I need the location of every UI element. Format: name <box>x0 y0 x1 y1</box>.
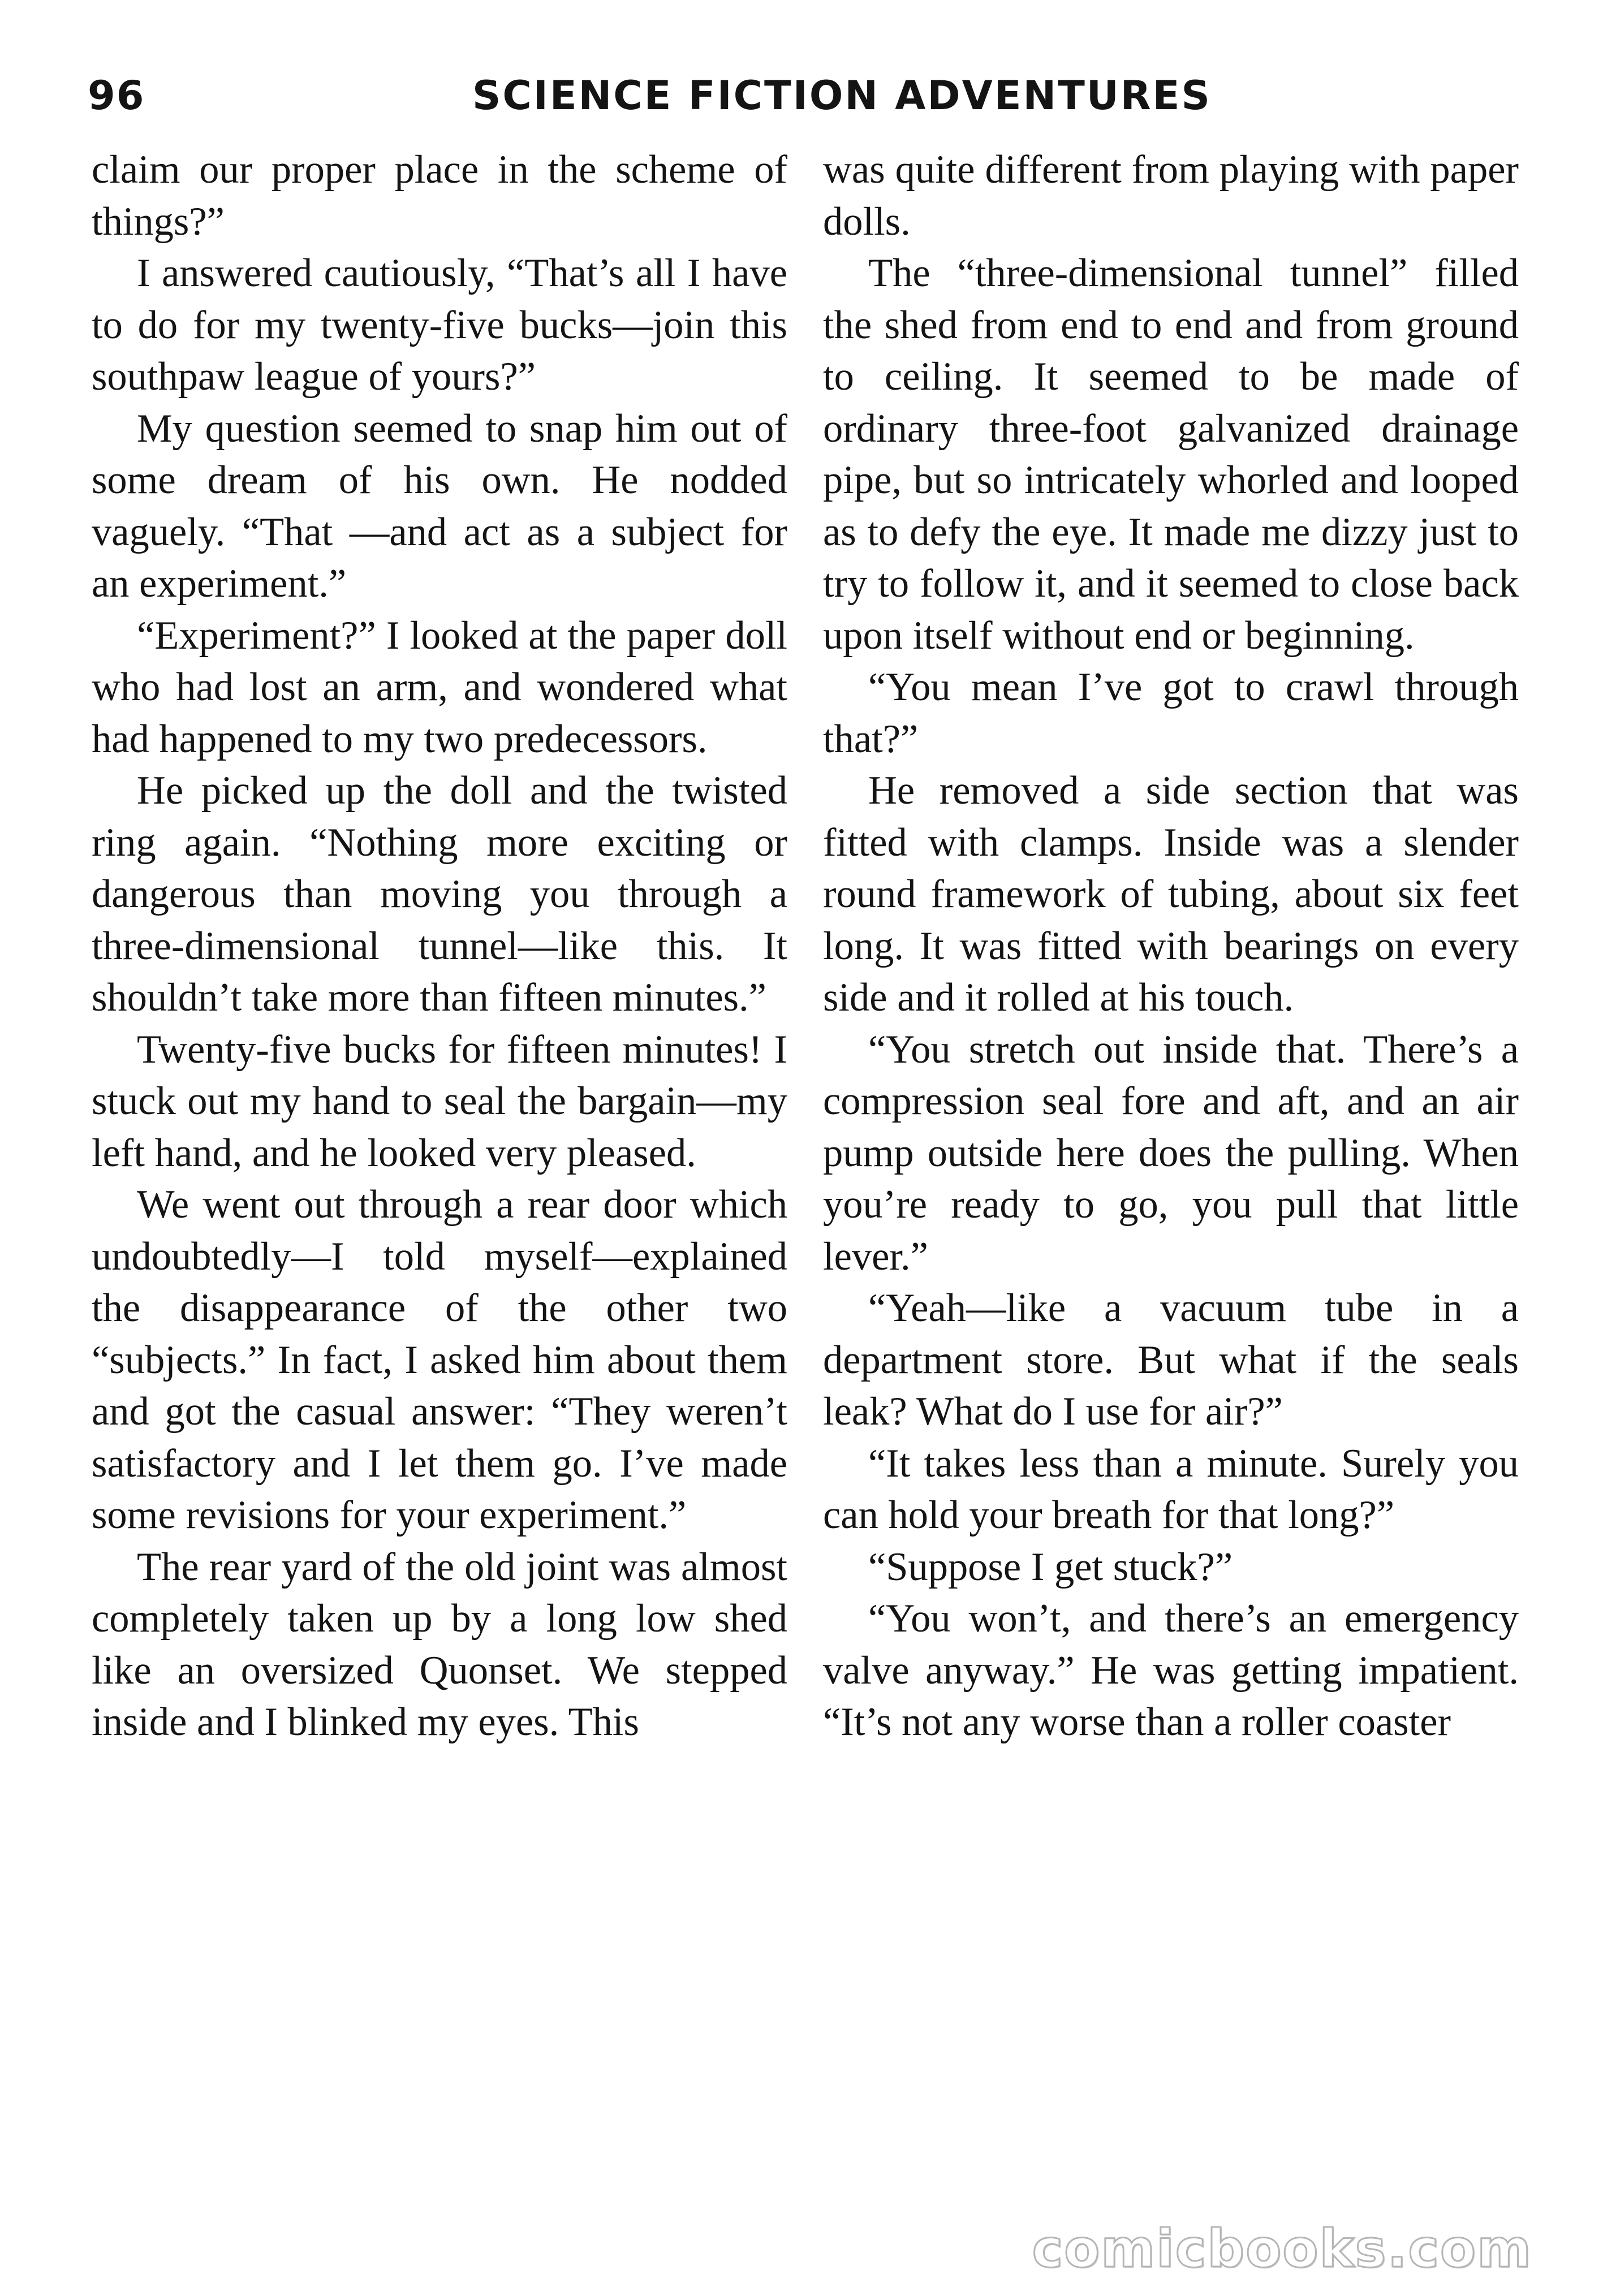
left-text-column <box>92 144 787 1749</box>
paragraph: “Yeah—like a vacuum tube in a department store. But what if the seals leak? What do I use for air?” <box>823 1286 1519 1434</box>
paragraph: My question seemed to snap him out of some dream of his own. He nodded vaguely. “That —and act as a subject for an experiment.” <box>92 406 787 606</box>
paragraph: was quite different from playing with paper dolls. <box>823 148 1519 244</box>
paragraph: The “three-dimensional tunnel” filled the shed from end to end and from ground to ceiling. It seemed to be made of ordinary three-foot galvanized drainage pipe, but so intricately whorled and looped as to defy the eye. It made me dizzy just to try to follow it, and it seemed to close back upon itself without end or beginning. <box>823 251 1519 658</box>
paragraph: “You mean I’ve got to crawl through that?” <box>823 665 1519 761</box>
paragraph: “Suppose I get stuck?” <box>868 1544 1233 1589</box>
paragraph: Twenty-five bucks for fifteen minutes! I stuck out my hand to seal the bargain—my left hand, and he looked very pleased. <box>92 1027 787 1175</box>
running-head: SCIENCE FICTION ADVENTURES <box>472 72 1212 119</box>
paragraph: “Experiment?” I looked at the paper doll who had lost an arm, and wondered what had happened to my two predecessors. <box>92 613 787 761</box>
right-text-column <box>823 144 1519 1749</box>
paragraph: “You stretch out inside that. There’s a compression seal fore and aft, and an air pump outside here does the pulling. When you’re ready to go, you pull that little lever.” <box>823 1027 1519 1279</box>
paragraph: “It takes less than a minute. Surely you can hold your breath for that long?” <box>823 1441 1519 1537</box>
paragraph: I answered cautiously, “That’s all I have to do for my twenty-five bucks—join this southpaw league of yours?” <box>92 251 787 399</box>
paragraph: He picked up the doll and the twisted ring again. “Nothing more exciting or dangerous than moving you through a three-dimensional tunnel—like this. It shouldn’t take more than fifteen minutes.” <box>92 769 787 1020</box>
paragraph: “You won’t, and there’s an emergency valve anyway.” He was getting impatient. “It’s not any worse than a roller coaster <box>823 1596 1519 1744</box>
page-header <box>88 72 1513 135</box>
watermark: comicbooks.com <box>1032 2219 1532 2279</box>
paragraph: The rear yard of the old joint was almost completely taken up by a long low shed like an oversized Quonset. We stepped inside and I blinked my eyes. This <box>92 1544 787 1744</box>
page-number: 96 <box>88 72 145 119</box>
paragraph: claim our proper place in the scheme of things?” <box>92 148 787 244</box>
paragraph: He removed a side section that was fitted with clamps. Inside was a slender round framework of tubing, about six feet long. It was fitted with bearings on every side and it rolled at his touch. <box>823 769 1519 1020</box>
paragraph: We went out through a rear door which undoubtedly—I told myself—explained the disappearance of the other two “subjects.” In fact, I asked him about them and got the casual answer: “They weren’t satisfactory and I let them go. I’ve made some revisions for your experiment.” <box>92 1182 787 1537</box>
